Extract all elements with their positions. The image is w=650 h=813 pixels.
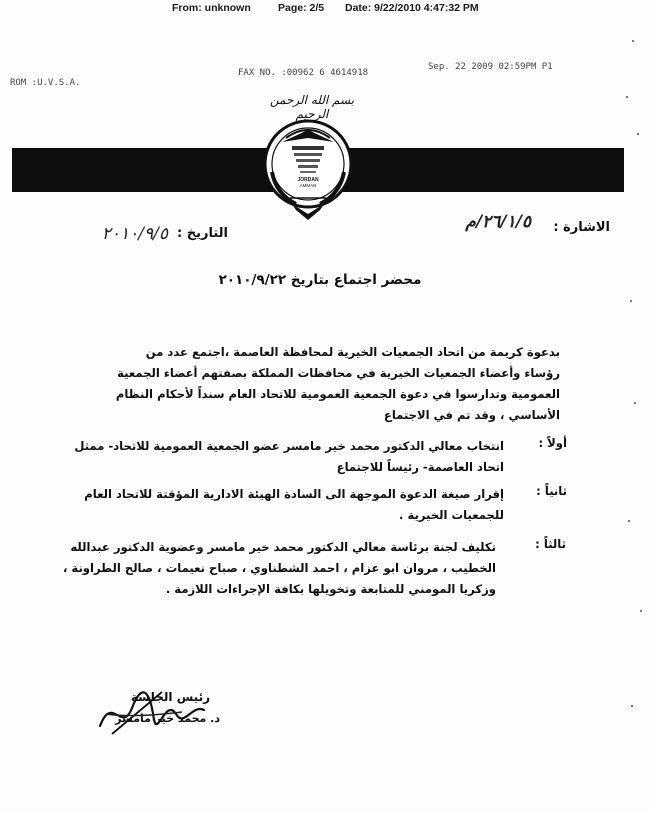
- item-number-second: ثانياً :: [536, 484, 567, 498]
- handwritten-signature-icon: [92, 684, 212, 744]
- item-line: تكليف لجنة برئاسة معالي الدكتور محمد خير مامسر وعضوية الدكتور عبدالله: [70, 540, 496, 554]
- intro-line: بدعوة كريمة من اتحاد الجمعيات الخيرية لمحافظة العاصمة ،اجتمع عدد من: [145, 345, 560, 359]
- intro-paragraph: [70, 342, 560, 426]
- fax-sent-line: Sep. 22 2009 02:59PM P1: [428, 62, 553, 72]
- item-line: الخطيب ، مروان ابو عزام ، احمد الشطناوي ، صباح نعيمات ، صالح الطراونة ،: [62, 561, 496, 575]
- intro-line: الأساسي ، وقد تم في الاجتماع: [383, 408, 560, 422]
- item-number-third: ثالثاً :: [535, 537, 566, 551]
- item-text-first: [74, 436, 504, 478]
- svg-text:JORDAN: JORDAN: [297, 177, 319, 183]
- emblem-seal-icon: [262, 112, 354, 224]
- svg-text:AMMAN: AMMAN: [299, 183, 317, 188]
- item-line: انتخاب معالي الدكتور محمد خير مامسر عضو الجمعية العمومية للاتحاد- ممثل: [74, 439, 504, 453]
- intro-line: رؤساء وأعضاء الجمعيات الخيرية في محافظات المملكة بصفتهم أعضاء الجمعية: [117, 366, 560, 380]
- intro-line: العمومية وتدارسوا في دعوة الجمعية العمومية للاتحاد العام سنداً لأحكام النظام: [115, 387, 560, 401]
- fax-from: From: unknown: [172, 2, 251, 14]
- reference-number: ٢٦/١/٥/م: [465, 212, 531, 232]
- fax-rom-line: ROM :U.V.S.A.: [10, 78, 81, 88]
- date-value: ٢٠١٠/٩/٥: [101, 224, 168, 244]
- signature-name: د. محمد خير مامسر: [115, 712, 220, 725]
- basmala: بسم الله الرحمن الرحيم: [269, 93, 355, 121]
- item-text-second: [84, 484, 504, 526]
- item-line: إقرار صيغة الدعوة الموجهة الى السادة الهيئة الادارية المؤقتة للاتحاد العام: [84, 487, 504, 501]
- fax-page-number: Page: 2/5: [278, 2, 325, 14]
- fax-number-line: FAX NO. :00962 6 4614918: [238, 68, 369, 78]
- signature-title: رئيس الجلسة: [130, 690, 210, 704]
- item-line: اتحاد العاصمة- رئيساً للاجتماع: [336, 460, 504, 474]
- union-emblem: [262, 112, 354, 224]
- item-line: وزكريا المومني للمتابعة وتخويلها بكافة الإجراءات اللازمة .: [165, 582, 496, 596]
- item-text-third: [62, 537, 496, 600]
- minutes-title: محضر اجتماع بتاريخ ٢٠١٠/٩/٢٢: [218, 272, 422, 288]
- item-line: للجمعيات الخيرية .: [399, 508, 504, 522]
- fax-date: Date: 9/22/2010 4:47:32 PM: [345, 2, 479, 14]
- reference-label: الاشارة :: [553, 220, 610, 235]
- date-label: التاريخ :: [177, 226, 228, 241]
- item-number-first: أولاً :: [538, 436, 567, 450]
